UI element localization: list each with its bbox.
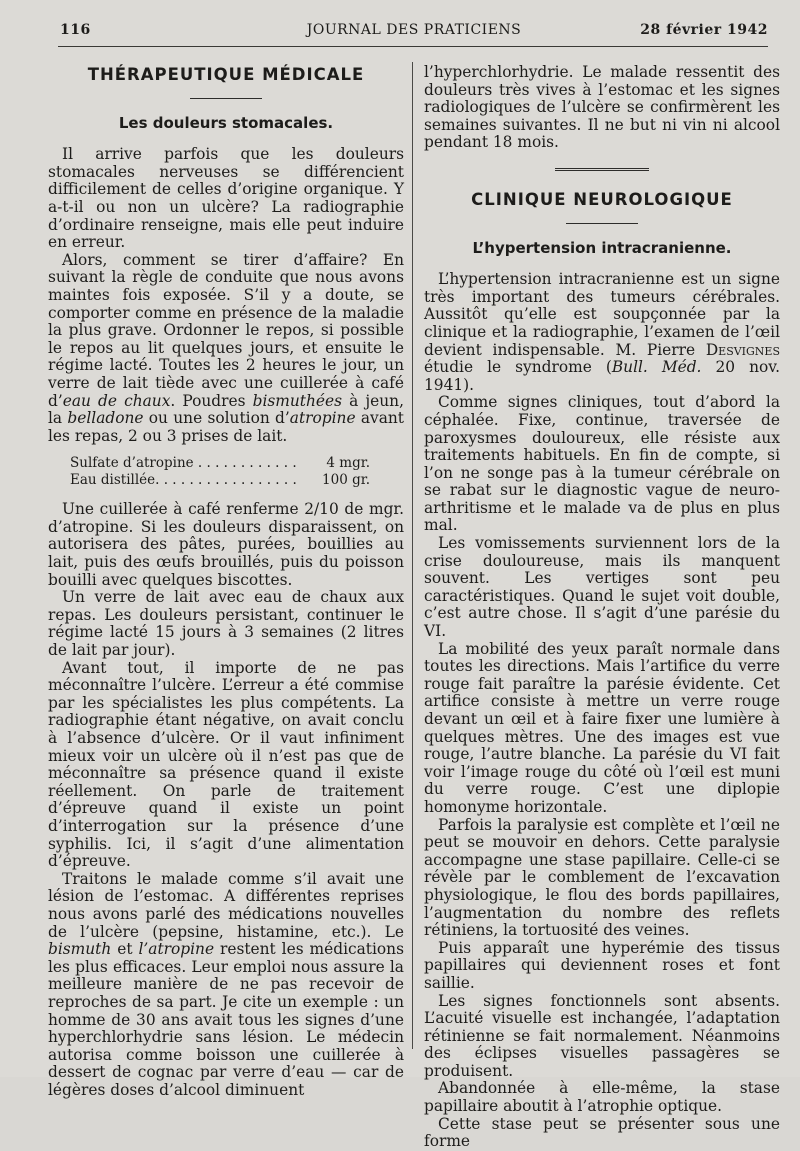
column-separator (412, 62, 413, 1049)
journal-title: JOURNAL DES PRATICIENS (306, 22, 522, 38)
title-rule (566, 223, 638, 224)
subtitle-hypertension: L’hypertension intracranienne. (472, 238, 732, 257)
paragraph: L’hypertension intracranienne est un signe très important des tumeurs cérébrales. Aussitôt qu’elle est soupçonnée par la clinique et la radiographie, l’examen de l’œil devient indispensable. M. Pierre Desvignes étudie le syndrome (Bull. Méd. 20 nov. 1941). (424, 270, 781, 394)
formula-ingredient: Sulfate d’atropine . . . . . . . . . . . . (70, 455, 297, 472)
paragraph: Puis apparaît une hyperémie des tissus papillaires qui deviennent roses et font saillie. (424, 938, 780, 992)
paragraph: Alors, comment se tirer d’affaire? En suivant la règle de conduite que nous avons maintes fois exposée. S’il y a doute, se comporter comme en présence de la maladie la plus grave. Ordonner le repos, si possible le repos au lit quelques jours, et ensuite le régime lacté. Toutes les 2 heures le jour, un verre de lait tiède avec une cuillerée à café d’eau de chaux. Poudres bismuthées à jeun, la belladone ou une solution d’atropine avant les repas, 2 ou 3 prises de lait. (48, 250, 404, 445)
issue-date: 28 février 1942 (640, 22, 768, 38)
subtitle-douleurs: Les douleurs stomacales. (118, 113, 334, 132)
paragraph: l’hyperchlorhydrie. Le malade ressentit des douleurs très vives à l’estomac et les signes radiologiques de l’ulcère se confirmèrent les semaines suivantes. Il ne but ni vin ni alcool pendant 18 mois. (424, 63, 780, 152)
paragraph: Il arrive parfois que les douleurs stomacales nerveuses se différencient difficilement de celles d’origine organique. Y a-t-il ou non un ulcère? La radiographie d’ordinaire renseigne, mais elle peut induire en erreur. (48, 145, 404, 252)
left-column (48, 64, 404, 1099)
paragraph: Les vomissements surviennent lors de la crise douloureuse, mais ils manquent souvent. Les vertiges sont peu caractéristiques. Quand le sujet voit double, c’est autre chose. Il s’agit d’une parésie du VI. (424, 534, 780, 641)
paragraph: Les signes fonctionnels sont absents. L’acuité visuelle est inchangée, l’adaptation rétinienne se fait normalement. Néanmoins des éclipses visuelles passagères se produisent. (424, 991, 780, 1080)
title-rule (190, 98, 262, 99)
formula-row (48, 455, 404, 472)
paragraph: Comme signes cliniques, tout d’abord la céphalée. Fixe, continue, traversée de paroxysmes douloureux, elle résiste aux traitements habituels. En fin de compte, si l’on ne songe pas à la tumeur cérébrale on se rabat sur le diagnostic vague de neuro-arthritisme et le malade va de plus en plus mal. (424, 393, 780, 535)
paragraph: La mobilité des yeux paraît normale dans toutes les directions. Mais l’artifice du verre rouge fait paraître la parésie évidente. Cet artifice consiste à mettre un verre rouge devant un œil et à faire fixer une lumière à quelques mètres. Une des images est vue rouge, l’autre blanche. La parésie du VI fait voir l’image rouge du côté où l’œil est muni du verre rouge. C’est une diplopie homonyme horizontale. (424, 639, 780, 816)
section-title-clinique: CLINIQUE NEUROLOGIQUE (471, 189, 733, 209)
paragraph: Un verre de lait avec eau de chaux aux repas. Les douleurs persistant, continuer le régime lacté 15 jours à 3 semaines (2 litres de lait par jour). (48, 588, 404, 660)
formula-quantity: 100 gr. (322, 472, 370, 489)
paragraph: Avant tout, il importe de ne pas méconnaître l’ulcère. L’erreur a été commise par les spécialistes les plus compétents. La radiographie étant négative, on avait conclu à l’absence d’ulcère. Or il vaut infiniment mieux voir un ulcère où il n’est pas que de méconnaître sa présence quand il existe réellement. On parle de traitement d’épreuve quand il existe un point d’interrogation sur la présence d’une syphilis. Ici, il s’agit d’une alimentation d’épreuve. (48, 658, 404, 871)
formula-quantity: 4 mgr. (326, 455, 370, 472)
paragraph: Cette stase peut se présenter sous une forme (424, 1114, 780, 1151)
section-title-therapeutique: THÉRAPEUTIQUE MÉDICALE (87, 65, 365, 84)
right-column (424, 64, 780, 1151)
formula-ingredient: Eau distillée. . . . . . . . . . . . . . . . . (70, 472, 297, 489)
paragraph: Une cuillerée à café renferme 2/10 de mgr. d’atropine. Si les douleurs disparaissent, on autorisera des pâtes, purées, bouillies au lait, puis des œufs brouillés, puis du poisson bouilli avec quelques biscottes. (48, 500, 404, 589)
formula-row (48, 472, 404, 489)
page-header (60, 22, 768, 42)
double-rule (555, 168, 649, 173)
header-rule (58, 46, 768, 47)
paragraph: Traitons le malade comme s’il avait une lésion de l’estomac. A différentes reprises nous avons parlé des médications nouvelles de l’ulcère (pepsine, histamine, etc.). Le bismuth et l’atropine restent les médications les plus efficaces. Leur emploi nous assure la meilleure manière de ne pas recevoir de reproches de sa part. Je cite un exemple : un homme de 30 ans avait tous les signes d’une hyperchlorhydrie sans lésion. Le médecin autorisa comme boisson une cuillerée à dessert de cognac par verre d’eau — car de légères doses d’alcool diminuent (48, 869, 404, 1099)
paragraph: Abandonnée à elle-même, la stase papillaire aboutit à l’atrophie optique. (424, 1079, 780, 1116)
prescription-formula (48, 455, 404, 489)
page-number: 116 (60, 22, 91, 38)
paragraph: Parfois la paralysie est complète et l’œil ne peut se mouvoir en dehors. Cette paralysie accompagne une stase papillaire. Celle-ci se révèle par le comblement de l’excavation physiologique, le flou des bords papillaires, l’augmentation du nombre des reflets rétiniens, la tortuosité des veines. (424, 815, 780, 940)
